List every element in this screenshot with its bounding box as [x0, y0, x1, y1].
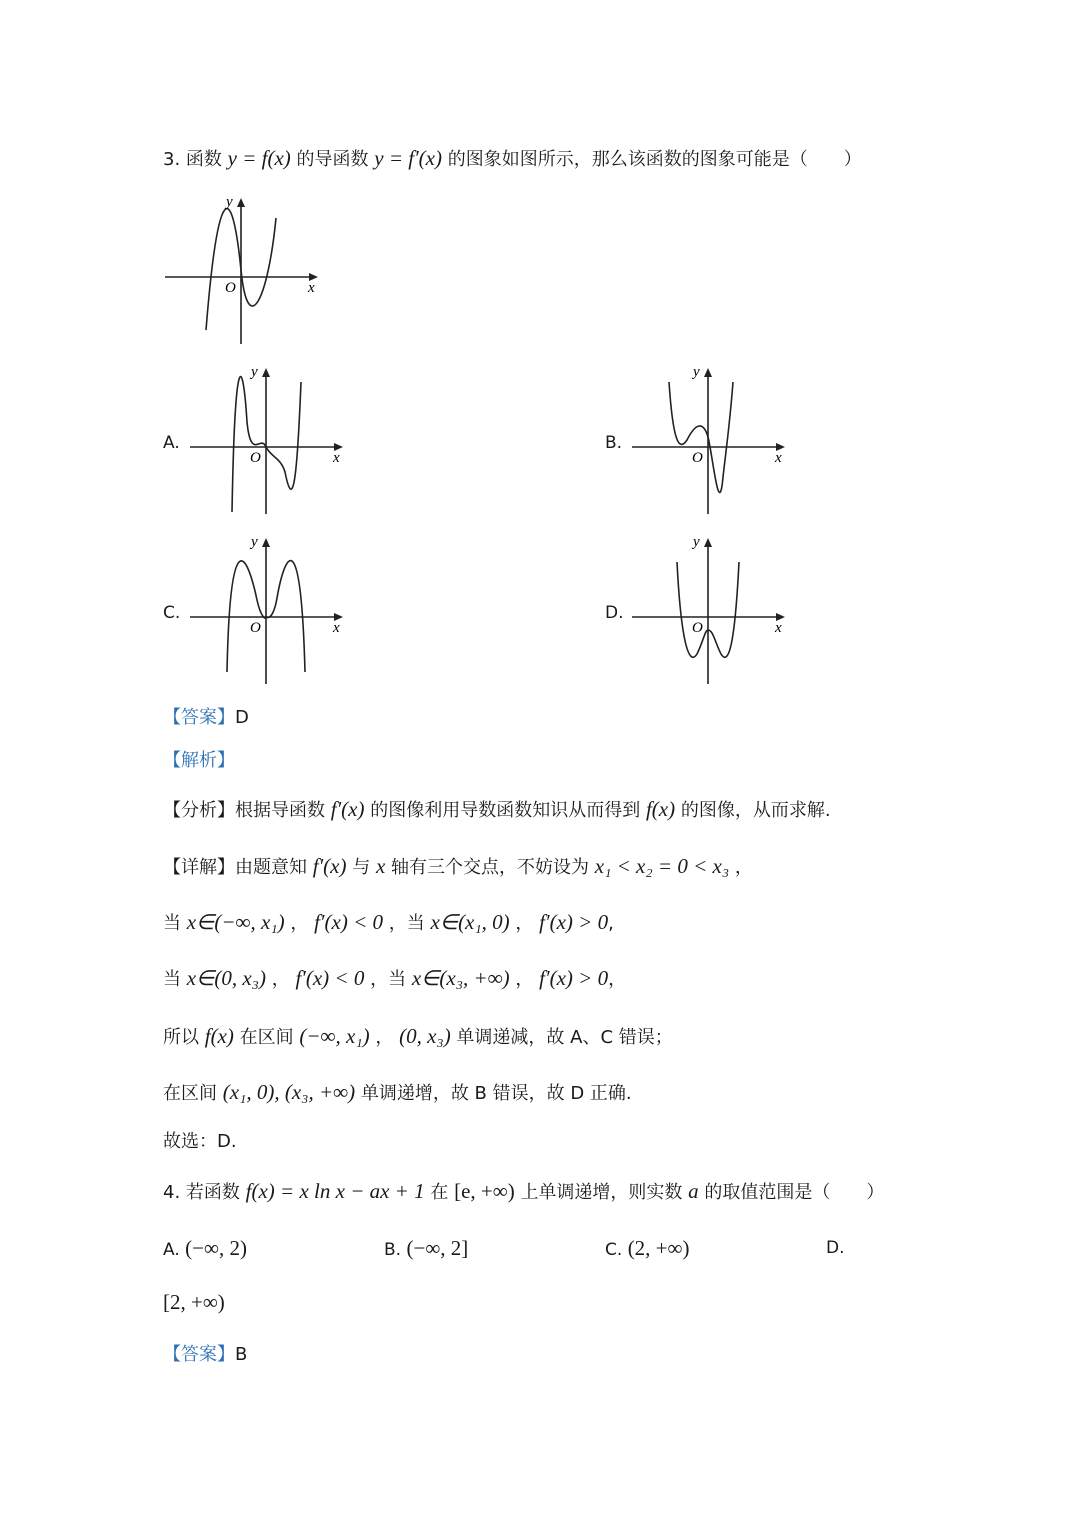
q4-option-b-label: B. — [384, 1240, 402, 1260]
q3-l1-a: 当 — [163, 913, 181, 934]
q3-fenxi-fp: f′(x) — [330, 797, 365, 821]
option-a-x-label: x — [333, 450, 340, 466]
derivative-graph-origin-label: O — [225, 280, 236, 296]
q4-answer — [163, 1340, 247, 1370]
q3-fenxi-2: 的图像利用导数函数知识从而得到 — [370, 800, 641, 821]
q4-option-b-value: (−∞, 2] — [406, 1236, 469, 1260]
q3-detail-3: 轴有三个交点，不妨设为 — [391, 857, 590, 878]
option-d-graph — [627, 532, 797, 692]
q3-line-2 — [163, 963, 626, 995]
q4-answer-tag: 【答案】 — [163, 1344, 235, 1365]
option-c-graph — [185, 532, 355, 692]
q3-detail-ineq: x₁ < x₂ = 0 < x₃ — [594, 854, 730, 878]
q3-line-4 — [163, 1077, 632, 1109]
q3-l2-c: ， — [271, 969, 290, 990]
q3-choose: 故选：D. — [163, 1131, 237, 1152]
q3-fenxi — [163, 794, 831, 826]
q4-func: f(x) = x ln x − ax + 1 — [245, 1179, 425, 1203]
q3-option-c-label: C. — [163, 603, 181, 623]
q4-option-c-label: C. — [605, 1240, 623, 1260]
q4-stem-a: 若函数 — [185, 1182, 240, 1203]
q3-fenxi-tag: 【分析】 — [163, 800, 235, 821]
q3-l3-a: 所以 — [163, 1027, 199, 1048]
q3-detail-x: x — [375, 854, 386, 878]
q4-var: a — [688, 1179, 699, 1203]
q3-l1-g: ， — [515, 913, 534, 934]
q3-detail-end: ， — [734, 857, 753, 878]
option-a-origin-label: O — [250, 450, 261, 466]
q4-number: 4. — [163, 1182, 181, 1203]
q4-option-b — [384, 1236, 468, 1261]
derivative-graph-x-label: x — [308, 280, 315, 296]
q3-fenxi-f: f(x) — [645, 797, 676, 821]
q3-l3-d: (−∞, x₁) — [299, 1024, 370, 1048]
option-d-x-label: x — [775, 620, 782, 636]
option-d-y-label: y — [693, 534, 700, 550]
q3-l4-c: 单调递增，故 B 错误，故 D 正确. — [360, 1083, 632, 1104]
q3-fenxi-3: 的图像，从而求解. — [680, 800, 831, 821]
q3-detail-fp: f′(x) — [312, 854, 347, 878]
q3-l2-i: ， — [608, 969, 627, 990]
q3-detail-1: 由题意知 — [235, 857, 307, 878]
q4-option-a — [163, 1236, 247, 1261]
q3-analysis-heading — [163, 746, 235, 776]
q3-fenxi-1: 根据导函数 — [235, 800, 325, 821]
q3-l1-i: , — [608, 913, 614, 934]
q3-l2-f: x∈(x₃, +∞) — [411, 966, 510, 990]
q3-detail-tag: 【详解】 — [163, 857, 235, 878]
q3-l1-e: ，当 — [388, 913, 425, 934]
q3-l3-g: 单调递减，故 A、C 错误； — [456, 1027, 673, 1048]
derivative-graph — [160, 190, 330, 350]
q3-l3-f: (0, x₃) — [399, 1024, 451, 1048]
q4-option-d-value — [163, 1290, 225, 1315]
q3-fp-y: y = f′(x) — [374, 146, 442, 170]
derivative-graph-y-label: y — [226, 194, 233, 210]
q3-l2-b: x∈(0, x₃) — [186, 966, 266, 990]
q3-l4-b: (x₁, 0), (x₃, +∞) — [222, 1080, 356, 1104]
q3-stem-a: 函数 — [185, 149, 222, 170]
option-b-x-label: x — [775, 450, 782, 466]
q3-l1-f: x∈(x₁, 0) — [430, 910, 510, 934]
option-b-y-label: y — [693, 364, 700, 380]
q3-answer — [163, 703, 249, 733]
q3-l1-c: ， — [290, 913, 309, 934]
q3-l3-b: f(x) — [204, 1024, 234, 1048]
q4-option-d-value-text: [2, +∞) — [163, 1290, 225, 1314]
option-d-origin-label: O — [692, 620, 703, 636]
q3-option-b-label: B. — [605, 433, 623, 453]
q3-l1-b: x∈(−∞, x₁) — [186, 910, 285, 934]
q3-answer-value: D — [235, 707, 249, 728]
q3-l3-e: ， — [375, 1027, 394, 1048]
option-a-y-label: y — [251, 364, 258, 380]
option-b-origin-label: O — [692, 450, 703, 466]
q3-option-a-label: A. — [163, 433, 180, 453]
q3-stem — [163, 143, 862, 175]
q4-option-a-value: (−∞, 2) — [185, 1236, 247, 1260]
option-c-y-label: y — [251, 534, 258, 550]
q3-number: 3. — [163, 149, 181, 170]
option-c-x-label: x — [333, 620, 340, 636]
q3-detail — [163, 851, 753, 883]
q3-l2-e: ，当 — [370, 969, 407, 990]
q3-l2-a: 当 — [163, 969, 181, 990]
q4-option-c-value: (2, +∞) — [627, 1236, 690, 1260]
q4-stem-d: 的取值范围是（ ） — [704, 1182, 885, 1203]
q4-option-d-label: D. — [826, 1238, 845, 1258]
q3-line-3 — [163, 1021, 673, 1053]
q4-option-a-label: A. — [163, 1240, 180, 1260]
option-c-origin-label: O — [250, 620, 261, 636]
q4-stem — [163, 1176, 884, 1208]
q3-f-y: y = f(x) — [227, 146, 291, 170]
q3-l1-h: f′(x) > 0 — [539, 910, 609, 934]
q3-stem-b: 的导函数 — [296, 149, 369, 170]
q3-option-d-label: D. — [605, 603, 624, 623]
q4-stem-c: 上单调递增，则实数 — [520, 1182, 683, 1203]
option-b-graph — [627, 362, 797, 522]
q3-analysis-tag: 【解析】 — [163, 750, 235, 771]
q3-l2-d: f′(x) < 0 — [295, 966, 365, 990]
q3-line-1 — [163, 907, 614, 939]
option-a-graph — [185, 362, 355, 522]
q3-l2-g: ， — [515, 969, 534, 990]
q4-option-c — [605, 1236, 690, 1261]
q4-answer-value: B — [235, 1344, 248, 1365]
q3-l4-a: 在区间 — [163, 1083, 217, 1104]
q3-stem-c: 的图象如图所示，那么该函数的图象可能是（ ） — [447, 149, 862, 170]
q3-l2-h: f′(x) > 0 — [539, 966, 609, 990]
q4-interval: [e, +∞) — [454, 1179, 515, 1203]
q3-l1-d: f′(x) < 0 — [314, 910, 383, 934]
q3-answer-tag: 【答案】 — [163, 707, 235, 728]
q4-stem-b: 在 — [430, 1182, 449, 1203]
q3-l3-c: 在区间 — [239, 1027, 294, 1048]
q3-detail-2: 与 — [352, 857, 371, 878]
